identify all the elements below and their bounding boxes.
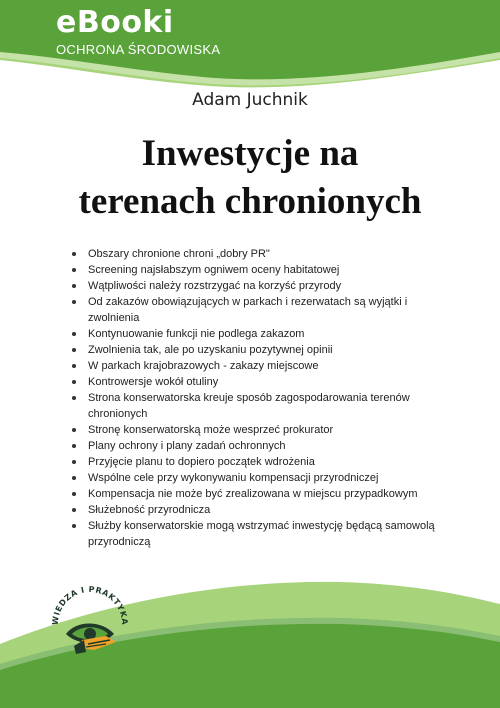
list-item: Plany ochrony i plany zadań ochronnych bbox=[72, 438, 457, 454]
series-name: OCHRONA ŚRODOWISKA bbox=[56, 42, 221, 57]
list-item: Służebność przyrodnicza bbox=[72, 502, 457, 518]
list-item: Wspólne cele przy wykonywaniu kompensacji przyrodniczej bbox=[72, 470, 457, 486]
publisher-logo-text: WIEDZA I PRAKTYKA bbox=[50, 584, 130, 626]
topics-list bbox=[72, 246, 457, 550]
list-item: Screening najsłabszym ogniwem oceny habitatowej bbox=[72, 262, 457, 278]
list-item: Wątpliwości należy rozstrzygać na korzyść przyrody bbox=[72, 278, 457, 294]
book-title bbox=[20, 130, 480, 226]
list-item: W parkach krajobrazowych - zakazy miejscowe bbox=[72, 358, 457, 374]
list-item: Przyjęcie planu to dopiero początek wdrożenia bbox=[72, 454, 457, 470]
author-name: Adam Juchnik bbox=[192, 90, 308, 110]
list-item: Kompensacja nie może być zrealizowana w miejscu przypadkowym bbox=[72, 486, 457, 502]
book-title-line-1: Inwestycje na bbox=[141, 133, 359, 174]
brand-logo-text: eBooki bbox=[56, 5, 174, 40]
list-item: Kontrowersje wokół otuliny bbox=[72, 374, 457, 390]
list-item: Służby konserwatorskie mogą wstrzymać inwestycję będącą samowolą przyrodniczą bbox=[72, 518, 457, 550]
list-item: Zwolnienia tak, ale po uzyskaniu pozytywnej opinii bbox=[72, 342, 457, 358]
list-item: Kontynuowanie funkcji nie podlega zakazom bbox=[72, 326, 457, 342]
list-item: Strona konserwatorska kreuje sposób zagospodarowania terenów chronionych bbox=[72, 390, 457, 422]
list-item: Obszary chronione chroni „dobry PR" bbox=[72, 246, 457, 262]
publisher-logo-icon bbox=[44, 580, 136, 662]
list-item: Stronę konserwatorską może wesprzeć prokurator bbox=[72, 422, 457, 438]
book-title-line-2: terenach chronionych bbox=[78, 181, 422, 222]
list-item: Od zakazów obowiązujących w parkach i rezerwatach są wyjątki i zwolnienia bbox=[72, 294, 457, 326]
svg-text:WIEDZA I PRAKTYKA bbox=[51, 585, 129, 626]
